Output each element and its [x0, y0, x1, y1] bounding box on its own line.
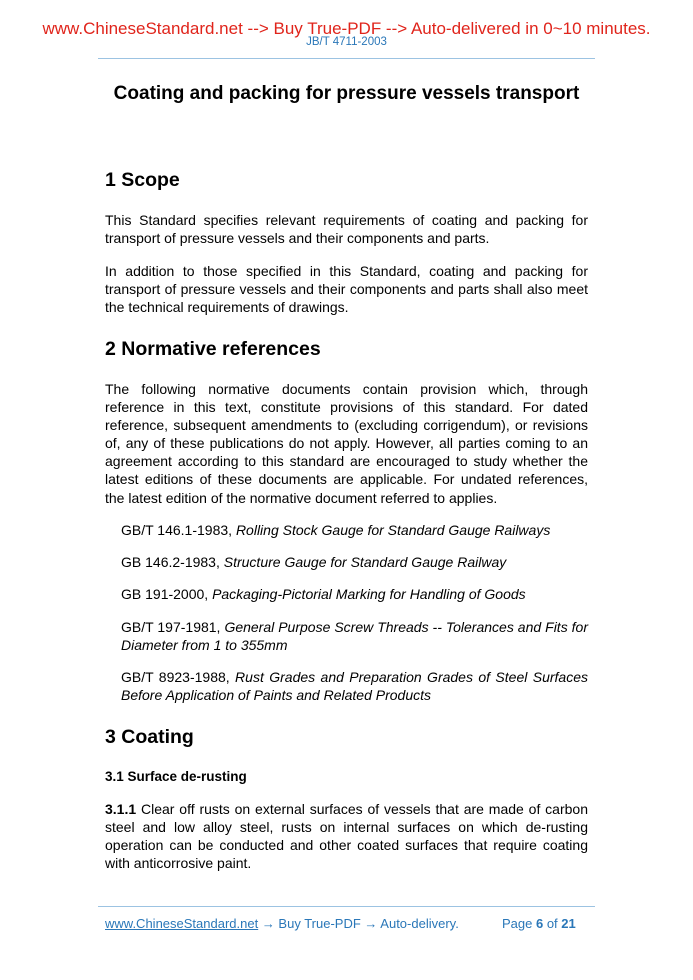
- reference-title: General Purpose Screw Threads -- Tolerances and Fits for Diameter from 1 to 355mm: [121, 619, 589, 654]
- reference-title: Rolling Stock Gauge for Standard Gauge Railways: [235, 522, 551, 538]
- section-heading-coating: 3 Coating: [105, 726, 194, 748]
- clause-text: Clear off rusts on external surfaces of vessels that are made of carbon steel and low alloy steel, rusts on internal surfaces on which de-rusting operation can be conducted and other coated surfaces that require coating with anticorrosive paint.: [105, 801, 588, 872]
- section-heading-scope: 1 Scope: [105, 169, 180, 191]
- paragraph: In addition to those specified in this Standard, coating and packing for transport of pressure vessels and their components and parts shall also meet the technical requirements of drawings.: [105, 263, 588, 316]
- reference-code: GB 191-2000,: [121, 586, 213, 602]
- page-indicator: [502, 916, 576, 931]
- reference-code: GB 146.2-1983,: [121, 554, 224, 570]
- section-heading-normative-references: 2 Normative references: [105, 338, 321, 360]
- document-number: JB/T 4711-2003: [306, 36, 387, 48]
- reference-title: Structure Gauge for Standard Gauge Railway: [223, 554, 507, 570]
- reference-code: GB/T 8923-1988,: [121, 669, 236, 685]
- total-pages: 21: [561, 916, 576, 931]
- current-page: 6: [535, 916, 544, 931]
- footer-promo-text: → Buy True-PDF → Auto-delivery.: [258, 916, 459, 931]
- header-divider: [98, 58, 595, 59]
- reference-title: Rust Grades and Preparation Grades of Steel Surfaces Before Application of Paints and Related Products: [121, 669, 588, 704]
- reference-code: GB/T 197-1981,: [121, 619, 225, 635]
- reference-item: [121, 521, 588, 539]
- reference-item: [121, 668, 588, 704]
- reference-item: [121, 553, 588, 571]
- paragraph: The following normative documents contain provision which, through reference in this text, constitute provisions of this standard. For dated reference, subsequent amendments to (excluding corrigendum), or revisions of, any of these publications do not apply. However, all parties coming to an agreement according to this standard are encouraged to study whether the latest editions of these documents are applicable. For undated references, the latest edition of the normative document referred to applies.: [105, 381, 588, 506]
- promo-banner[interactable]: www.ChineseStandard.net --> Buy True-PDF --> Auto-delivered in 0~10 minutes.: [42, 19, 651, 38]
- page-label: Page: [502, 916, 536, 931]
- reference-title: Packaging-Pictorial Marking for Handling of Goods: [212, 586, 526, 602]
- reference-code: GB/T 146.1-1983,: [121, 522, 236, 538]
- clause-number: 3.1.1: [105, 801, 137, 817]
- of-label: of: [543, 916, 562, 931]
- reference-item: [121, 618, 588, 654]
- reference-item: [121, 585, 588, 603]
- paragraph: This Standard specifies relevant requirements of coating and packing for transport of pressure vessels and their components and parts.: [105, 212, 588, 247]
- footer-divider: [98, 906, 595, 907]
- footer-link[interactable]: www.ChineseStandard.net: [105, 916, 259, 931]
- paragraph: [105, 800, 588, 872]
- subsection-heading: 3.1 Surface de-rusting: [105, 769, 247, 784]
- document-title: Coating and packing for pressure vessels transport: [113, 83, 580, 104]
- footer-promo: [105, 916, 459, 931]
